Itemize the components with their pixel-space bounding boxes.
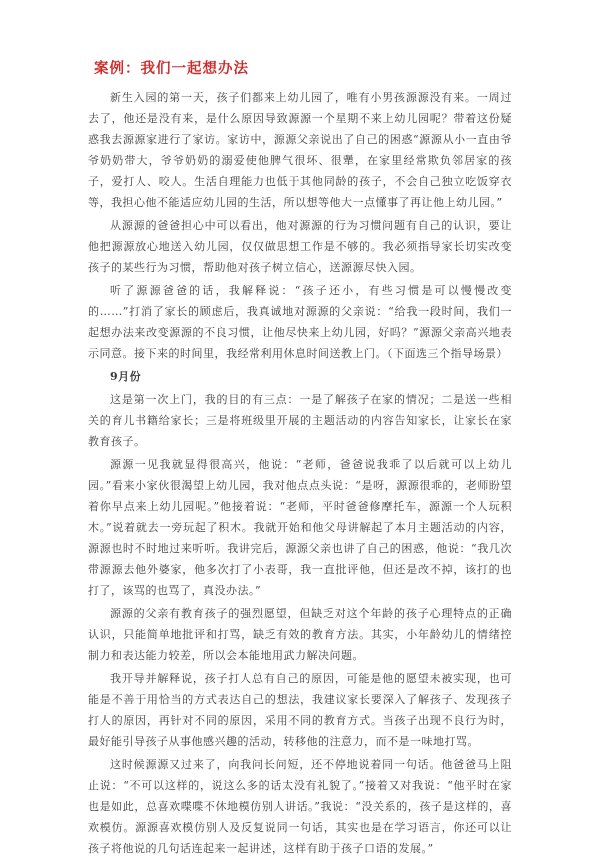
section-paragraph-4: 我开导并解释说，孩子打人总有自己的原因，可能是他的愿望未被实现，也可能是不善于用恰当的方式表达自己的想法，我建议家长要深入了解孩子、发现孩子打人的原因，再针对不同的原因，采用不同的教育方式。当孩子出现不良行为时，最好能引导孩子从事他感兴趣的活动，转移他的注意力，而不是一味地打骂。 [88,672,512,748]
section-paragraph-1: 这是第一次上门，我的目的有三点：一是了解孩子在家的情况；二是送一些相关的育儿书籍给家长；三是将班级里开展的主题活动的内容告知家长，让家长在家教育孩子。 [88,393,512,448]
intro-paragraph-3: 听了源源爸爸的话，我解释说：“孩子还小，有些习惯是可以慢慢改变的……”打消了家长的顾虑后，我真诚地对源源的父亲说：“给我一段时间，我们一起想办法来改变源源的不良习惯，让他尽快来上幼儿园，好吗？”源源父亲高兴地表示同意。接下来的时间里，我经常利用休息时间送教上门。（下面选三个指导场景） [88,284,512,360]
section-heading-september: 9月份 [110,370,142,383]
section-paragraph-5: 这时候源源又过来了，向我问长问短，还不停地说着同一句话。他爸爸马上阻止说：“不可以这样的，说这么多的话太没有礼貌了。”接着又对我说：“他平时在家也是如此，总喜欢喋喋不休地模仿别人讲话。”我说：“没关系的，孩子是这样的，喜欢模仿。源源喜欢模仿别人及反复说同一句话，其实也是在学习语言，你还可以让孩子将他说的几句话连起来一起讲述，这样有助于孩子口语的发展。” [88,758,512,855]
intro-paragraph-1: 新生入园的第一天，孩子们都来上幼儿园了，唯有小男孩源源没有来。一周过去了，他还是没有来，是什么原因导致源源一个星期不来上幼儿园呢？带着这份疑惑我去源源家进行了家访。家访中，源源父亲说出了自己的困惑“源源从小一直由爷爷奶奶带大，爷爷奶奶的溺爱使他脾气很坏、很犟，在家里经常欺负邻居家的孩子，爱打人、咬人。生活自理能力也低于其他同龄的孩子，不会自己独立吃饭穿衣等，我担心他不能适应幼儿园的生活，所以想等他大一点懂事了再让他上幼儿园。” [88,91,512,209]
intro-paragraph-2: 从源源的爸爸担心中可以看出，他对源源的行为习惯问题有自己的认识，要让他把源源放心地送入幼儿园，仅仅做思想工作是不够的。我必须指导家长切实改变孩子的某些行为习惯，帮助他对孩子树立信心，送源源尽快入园。 [88,219,512,274]
section-paragraph-3: 源源的父亲有教育孩子的强烈愿望，但缺乏对这个年龄的孩子心理特点的正确认识，只能简单地批评和打骂，缺乏有效的教育方法。其实，小年龄幼儿的情绪控制力和表达能力较差，所以会本能地用武力解决问题。 [88,607,512,662]
section-paragraph-2: 源源一见我就显得很高兴，他说：“老师，爸爸说我乖了以后就可以上幼儿园。”看来小家伙很渴望上幼儿园，我对他点点头说：“是呀，源源很乖的，老师盼望着你早点来上幼儿园呢。”他接着说：“老师，平时爸爸修摩托车，源源一个人玩积木。”说着就去一旁玩起了积木。我就开始和他父母讲解起了本月主题活动的内容，源源也时不时地过来听听。我讲完后，源源父亲也讲了自己的困惑，他说：“我几次带源源去他外婆家，他多次打了小表哥，我一直批评他，但还是改不掉，该打的也打了，该骂的也骂了，真没办法。” [88,458,512,597]
document-title: 案例：我们一起想办法 [94,60,249,77]
